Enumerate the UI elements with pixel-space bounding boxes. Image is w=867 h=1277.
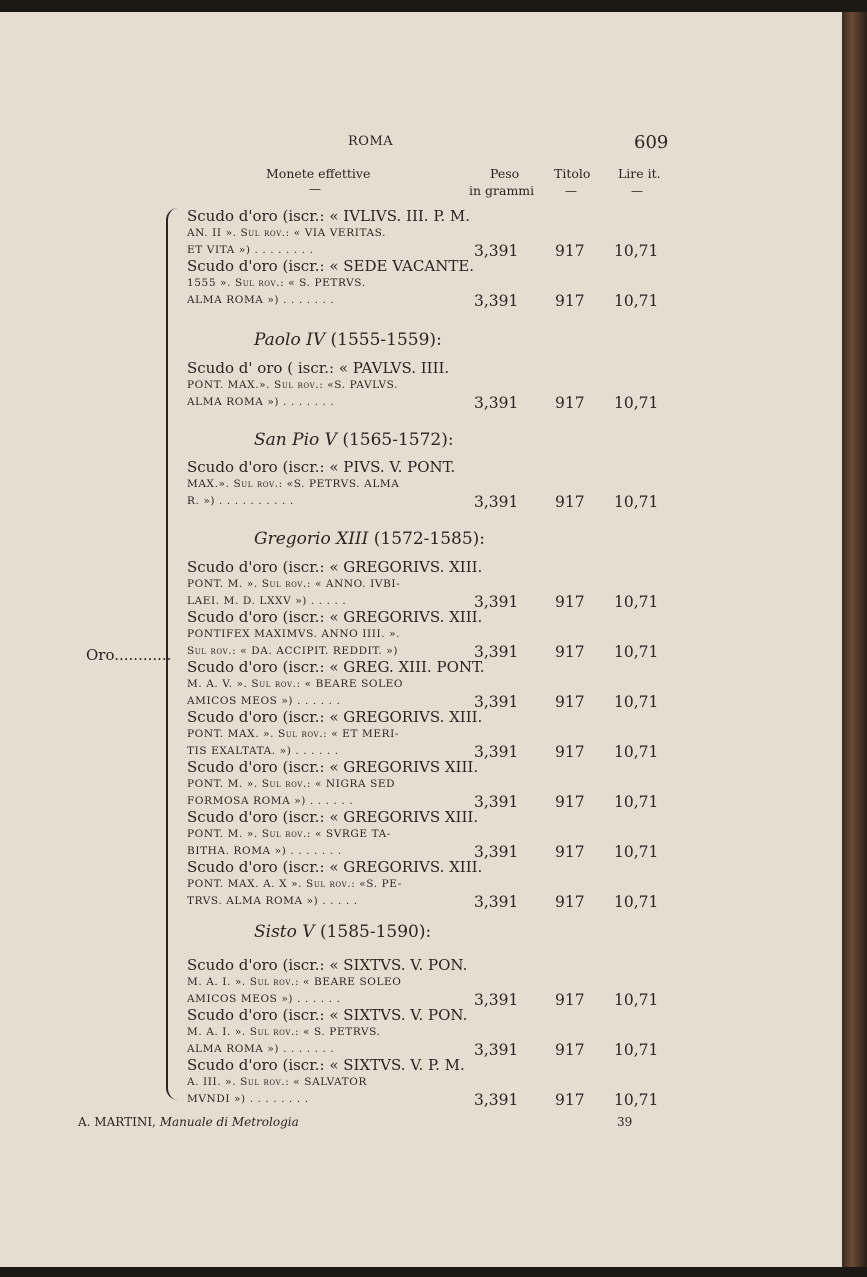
titolo-value: 917 [555,242,585,260]
coin-description-line: R. ») . . . . . . . . . . [187,495,294,507]
coin-description-line: PONT. MAX. A. X ». Sul rov.: «S. PE- [187,878,402,890]
titolo-value: 917 [555,643,585,661]
peso-value: 3,391 [474,292,519,310]
coin-entry [187,956,468,1008]
coin-description-line: Scudo d'oro (iscr.: « GREG. XIII. PONT. [187,658,485,676]
coin-description-line: M. A. I. ». Sul rov.: « BEARE SOLEO [187,976,402,988]
section-heading [254,330,442,350]
coin-description-line: Scudo d'oro (iscr.: « GREGORIVS XIII. [187,808,479,826]
peso-value: 3,391 [474,793,519,811]
lire-value: 10,71 [614,793,659,811]
coin-entry [187,1056,465,1108]
col-header-titolo: Titolo [554,166,591,181]
coin-entry [187,1006,468,1058]
titolo-value: 917 [555,493,585,511]
coin-description-line: Scudo d' oro ( iscr.: « PAVLVS. IIII. [187,359,450,377]
footer-author: A. MARTINI, [78,1115,156,1129]
coin-description-line: TRVS. ALMA ROMA ») . . . . . [187,895,358,907]
peso-value: 3,391 [474,242,519,260]
col-dash-lire: — [631,184,643,198]
coin-entry [187,758,479,810]
peso-value: 3,391 [474,843,519,861]
coin-description-line: TIS EXALTATA. ») . . . . . . [187,745,339,757]
peso-value: 3,391 [474,743,519,761]
coin-description-line: PONT. MAX.». Sul rov.: «S. PAVLVS. [187,379,399,391]
footer-citation [78,1115,299,1129]
coin-entry [187,359,450,411]
peso-value: 3,391 [474,643,519,661]
titolo-value: 917 [555,693,585,711]
lire-value: 10,71 [614,843,659,861]
section-heading [254,430,454,450]
pope-years: (1565-1572): [342,430,454,450]
coin-description-line: Scudo d'oro (iscr.: « GREGORIVS. XIII. [187,558,483,576]
peso-value: 3,391 [474,1091,519,1109]
lire-value: 10,71 [614,242,659,260]
coin-description-line: LAEI. M. D. LXXV ») . . . . . [187,595,347,607]
lire-value: 10,71 [614,394,659,412]
coin-description-line: AN. II ». Sul rov.: « VIA VERITAS. [187,227,387,239]
running-head: ROMA [348,134,394,149]
coin-description-line: Scudo d'oro (iscr.: « SEDE VACANTE. [187,257,475,275]
book-spine-edge [842,12,867,1267]
pope-years: (1572-1585): [373,529,486,549]
coin-description-line: Scudo d'oro (iscr.: « SIXTVS. V. PON. [187,956,468,974]
coin-description-line: Sul rov.: « DA. ACCIPIT. REDDIT. ») [187,645,399,657]
col-dash-monete: — [309,182,321,196]
coin-description-line: FORMOSA ROMA ») . . . . . . [187,795,354,807]
lire-value: 10,71 [614,743,659,761]
titolo-value: 917 [555,593,585,611]
titolo-value: 917 [555,1041,585,1059]
footer-title: Manuale di Metrologia [159,1115,299,1129]
coin-description-line: MAX.». Sul rov.: «S. PETRVS. ALMA [187,478,400,490]
pope-years: (1555-1559): [330,330,442,350]
coin-description-line: ET VITA ») . . . . . . . . [187,244,314,256]
pope-name: San Pio V [254,430,337,450]
titolo-value: 917 [555,1091,585,1109]
lire-value: 10,71 [614,1041,659,1059]
page-number: 609 [634,132,669,153]
coin-entry [187,708,483,760]
coin-description-line: ALMA ROMA ») . . . . . . . [187,294,335,306]
peso-value: 3,391 [474,991,519,1009]
peso-value: 3,391 [474,593,519,611]
coin-description-line: PONT. MAX. ». Sul rov.: « ET MERI- [187,728,399,740]
lire-value: 10,71 [614,292,659,310]
group-label-oro: Oro............ [86,646,172,664]
titolo-value: 917 [555,394,585,412]
peso-value: 3,391 [474,1041,519,1059]
col-header-lire: Lire it. [618,166,661,181]
coin-description-line: PONTIFEX MAXIMVS. ANNO IIII. ». [187,628,401,640]
coin-entry [187,608,483,660]
col-header-peso-unit: in grammi [469,183,535,198]
coin-description-line: Scudo d'oro (iscr.: « SIXTVS. V. P. M. [187,1056,465,1074]
peso-value: 3,391 [474,394,519,412]
coin-description-line: M. A. I. ». Sul rov.: « S. PETRVS. [187,1026,381,1038]
coin-description-line: Scudo d'oro (iscr.: « GREGORIVS XIII. [187,758,479,776]
coin-entry [187,207,471,259]
coin-description-line: BITHA. ROMA ») . . . . . . . [187,845,342,857]
coin-entry [187,808,479,860]
col-header-monete: Monete effettive [266,166,371,181]
coin-description-line: PONT. M. ». Sul rov.: « SVRGE TA- [187,828,391,840]
coin-description-line: 1555 ». Sul rov.: « S. PETRVS. [187,277,366,289]
pope-name: Gregorio XIII [254,529,369,549]
coin-description-line: Scudo d'oro (iscr.: « SIXTVS. V. PON. [187,1006,468,1024]
coin-entry [187,257,475,309]
coin-description-line: Scudo d'oro (iscr.: « IVLIVS. III. P. M. [187,207,471,225]
coin-entry [187,858,483,910]
col-dash-titolo: — [565,184,577,198]
peso-value: 3,391 [474,693,519,711]
coin-entry [187,458,456,510]
coin-description-line: A. III. ». Sul rov.: « SALVATOR [187,1076,367,1088]
peso-value: 3,391 [474,893,519,911]
titolo-value: 917 [555,991,585,1009]
coin-entry [187,558,483,610]
titolo-value: 917 [555,743,585,761]
col-header-peso: Peso [490,166,520,181]
lire-value: 10,71 [614,1091,659,1109]
coin-description-line: Scudo d'oro (iscr.: « GREGORIVS. XIII. [187,608,483,626]
lire-value: 10,71 [614,493,659,511]
titolo-value: 917 [555,893,585,911]
lire-value: 10,71 [614,991,659,1009]
coin-description-line: PONT. M. ». Sul rov.: « ANNO. IVBI- [187,578,401,590]
lire-value: 10,71 [614,643,659,661]
pope-years: (1585-1590): [319,922,432,942]
signature-mark: 39 [617,1115,633,1129]
pope-name: Sisto V [254,922,315,942]
section-heading [254,922,431,942]
coin-description-line: Scudo d'oro (iscr.: « PIVS. V. PONT. [187,458,456,476]
titolo-value: 917 [555,793,585,811]
lire-value: 10,71 [614,593,659,611]
peso-value: 3,391 [474,493,519,511]
book-page [0,12,845,1267]
titolo-value: 917 [555,843,585,861]
lire-value: 10,71 [614,693,659,711]
coin-description-line: MVNDI ») . . . . . . . . [187,1093,309,1105]
coin-description-line: Scudo d'oro (iscr.: « GREGORIVS. XIII. [187,708,483,726]
pope-name: Paolo IV [254,330,326,350]
coin-description-line: PONT. M. ». Sul rov.: « NIGRA SED [187,778,396,790]
titolo-value: 917 [555,292,585,310]
coin-description-line: M. A. V. ». Sul rov.: « BEARE SOLEO [187,678,404,690]
coin-description-line: Scudo d'oro (iscr.: « GREGORIVS. XIII. [187,858,483,876]
coin-description-line: ALMA ROMA ») . . . . . . . [187,396,335,408]
section-heading [254,529,485,549]
coin-description-line: AMICOS MEOS ») . . . . . . [187,993,341,1005]
lire-value: 10,71 [614,893,659,911]
coin-description-line: ALMA ROMA ») . . . . . . . [187,1043,335,1055]
coin-description-line: AMICOS MEOS ») . . . . . . [187,695,341,707]
coin-entry [187,658,485,710]
